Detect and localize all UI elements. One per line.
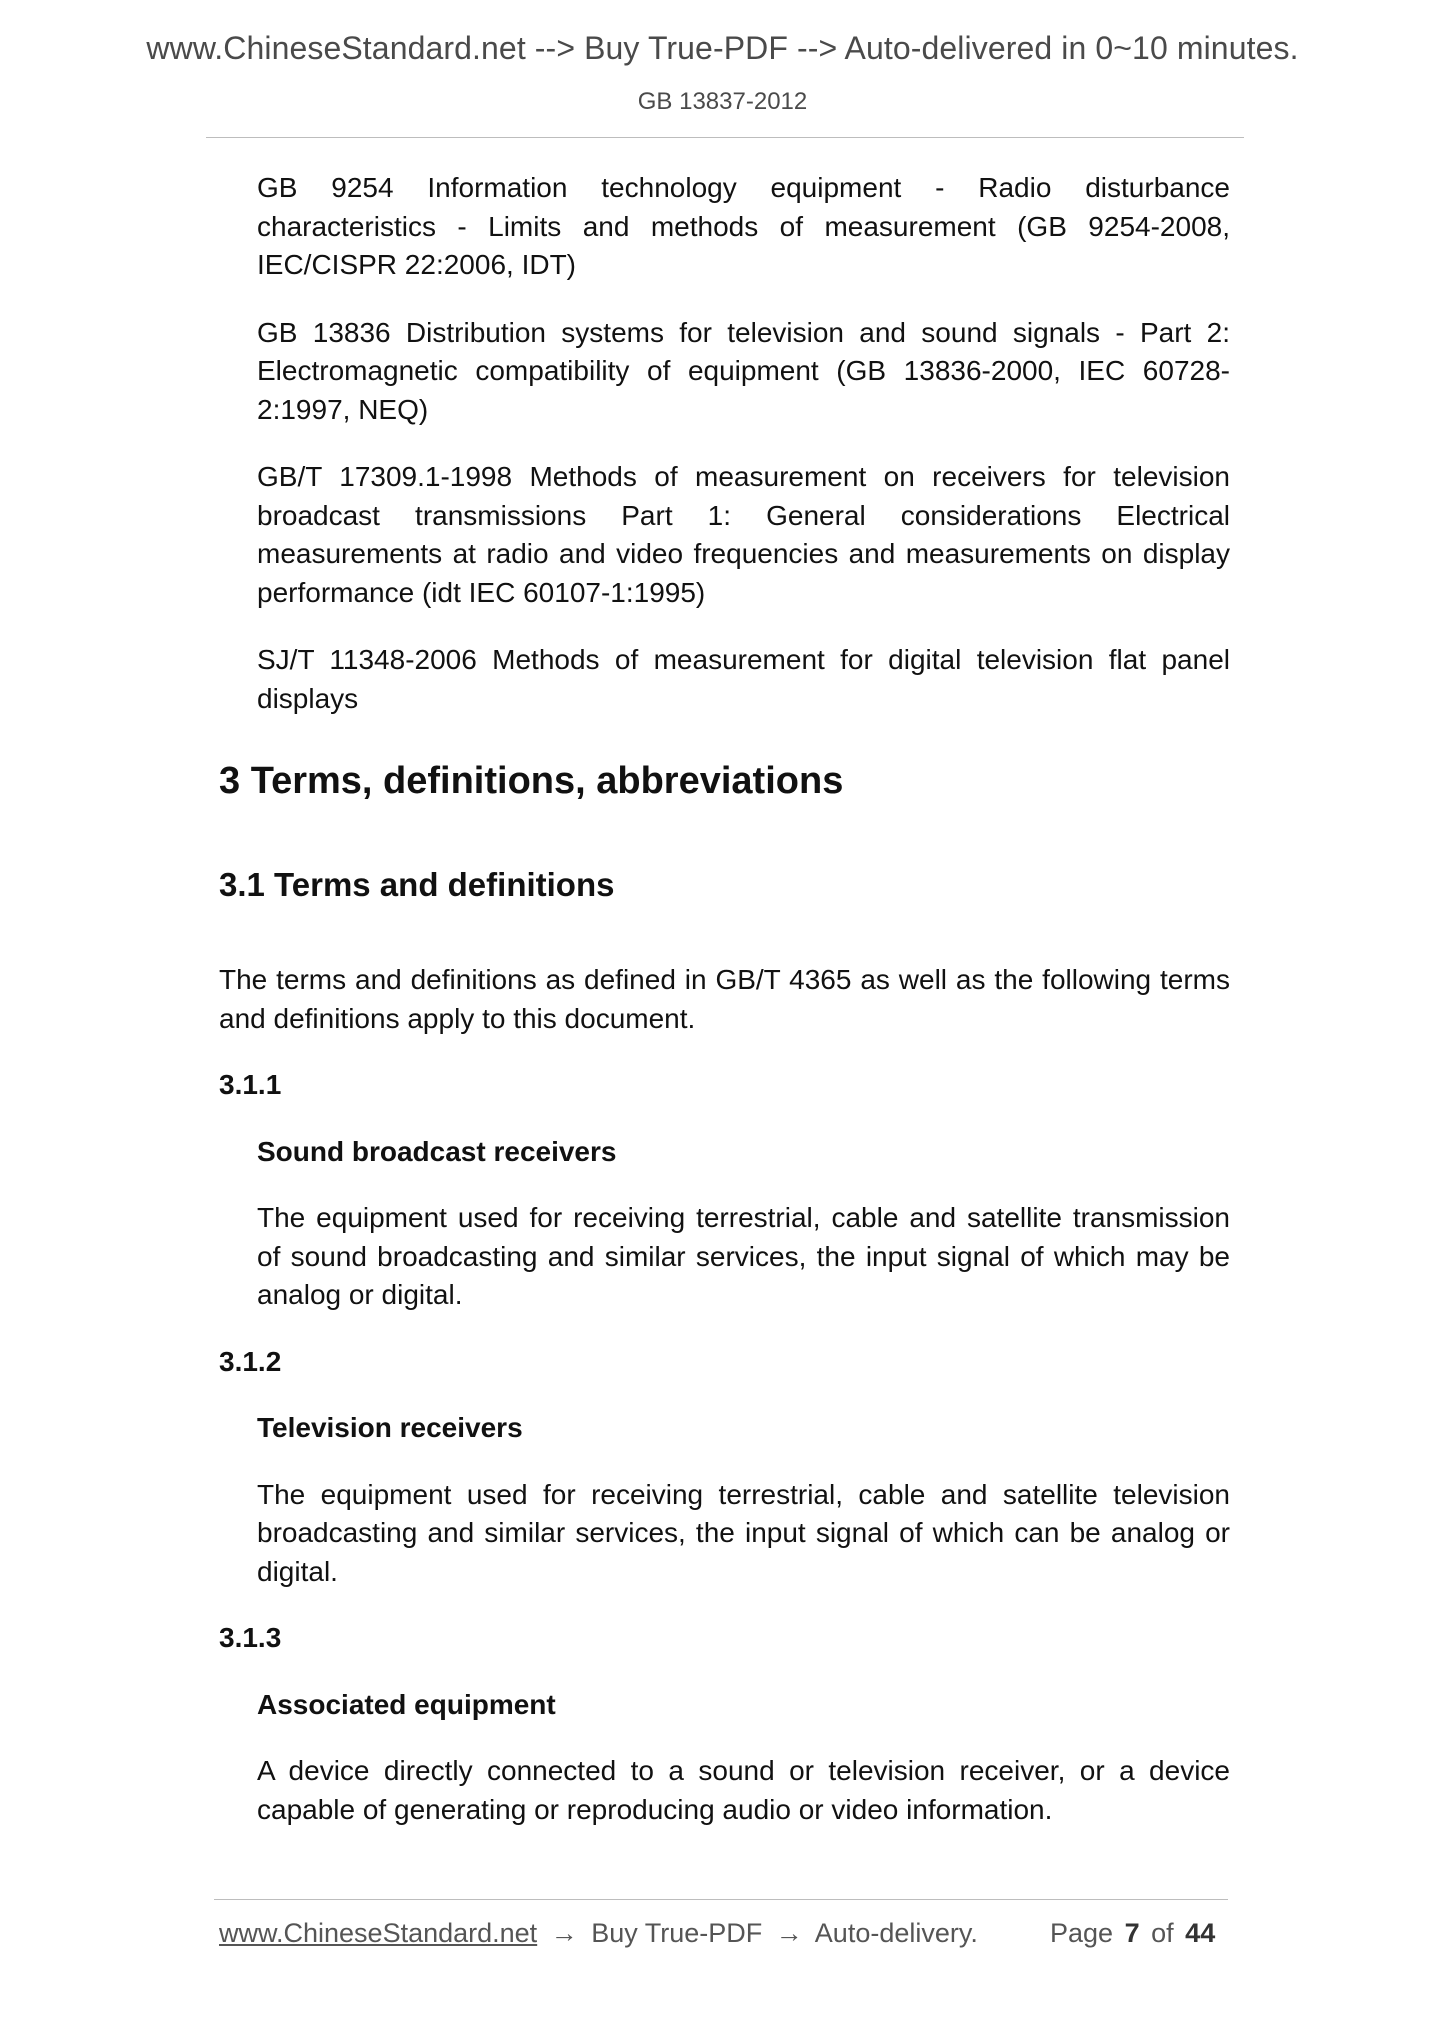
reference-gb-13836: GB 13836 Distribution systems for television and sound signals - Part 2: Electromagnetic compatibility of equipment (GB 13836-2000, IEC 60728-2:1997, NEQ) bbox=[257, 316, 1230, 425]
document-code: GB 13837-2012 bbox=[637, 88, 808, 115]
site-link[interactable]: www.ChineseStandard.net bbox=[219, 1918, 538, 1948]
auto-delivery-text: Auto-delivery. bbox=[814, 1918, 978, 1948]
reference-gb-9254: GB 9254 Information technology equipment - Radio disturbance characteristics - Limits and methods of measurement (GB 9254-2008, IEC/CISPR 22:2006, IDT) bbox=[257, 172, 1230, 280]
arrow-right-icon: → bbox=[550, 1918, 578, 1948]
total-pages-number: 44 bbox=[1185, 1918, 1216, 1948]
reference-sjt-11348: SJ/T 11348-2006 Methods of measurement for digital television flat panel displays bbox=[257, 644, 1230, 714]
reference-gbt-17309: GB/T 17309.1-1998 Methods of measurement on receivers for television broadcast transmissions Part 1: General considerations Electrical measurements at radio and video frequencies and measurements on display performance (idt IEC 60107-1:1995) bbox=[257, 461, 1230, 608]
term-number: 3.1.1 bbox=[219, 1069, 282, 1100]
page-content bbox=[219, 169, 1230, 1829]
page-indicator bbox=[1050, 1918, 1219, 1949]
page-label: Page bbox=[1050, 1918, 1114, 1948]
term-name: Television receivers bbox=[257, 1412, 523, 1443]
subsection-title: 3.1 Terms and definitions bbox=[219, 866, 615, 903]
term-definition: The equipment used for receiving terrestrial, cable and satellite television broadcasting and similar services, the input signal of which can be analog or digital. bbox=[257, 1478, 1230, 1587]
term-definition: The equipment used for receiving terrestrial, cable and satellite transmission of sound broadcasting and similar services, the input signal of which may be analog or digital. bbox=[257, 1202, 1230, 1310]
term-number: 3.1.3 bbox=[219, 1622, 282, 1653]
current-page-number: 7 bbox=[1124, 1918, 1140, 1948]
term-entry bbox=[219, 1343, 1230, 1592]
term-name: Sound broadcast receivers bbox=[257, 1135, 617, 1167]
term-definition: A device directly connected to a sound or television receiver, or a device capable of generating or reproducing audio or video information. bbox=[257, 1755, 1230, 1825]
section-intro: The terms and definitions as defined in GB/T 4365 as well as the following terms and definitions apply to this document. bbox=[219, 964, 1230, 1034]
term-entry bbox=[219, 1619, 1230, 1829]
site-banner: www.ChineseStandard.net --> Buy True-PDF --> Auto-delivered in 0~10 minutes. bbox=[146, 30, 1299, 66]
buy-text: Buy True-PDF bbox=[591, 1918, 763, 1948]
footer-divider bbox=[214, 1899, 1228, 1900]
term-name: Associated equipment bbox=[257, 1688, 556, 1720]
footer-links bbox=[219, 1918, 978, 1949]
term-entry bbox=[219, 1066, 1230, 1315]
header-divider bbox=[206, 137, 1244, 138]
term-number: 3.1.2 bbox=[219, 1345, 282, 1377]
arrow-right-icon: → bbox=[775, 1918, 803, 1948]
of-label: of bbox=[1151, 1918, 1174, 1948]
section-title: 3 Terms, definitions, abbreviations bbox=[219, 760, 844, 802]
